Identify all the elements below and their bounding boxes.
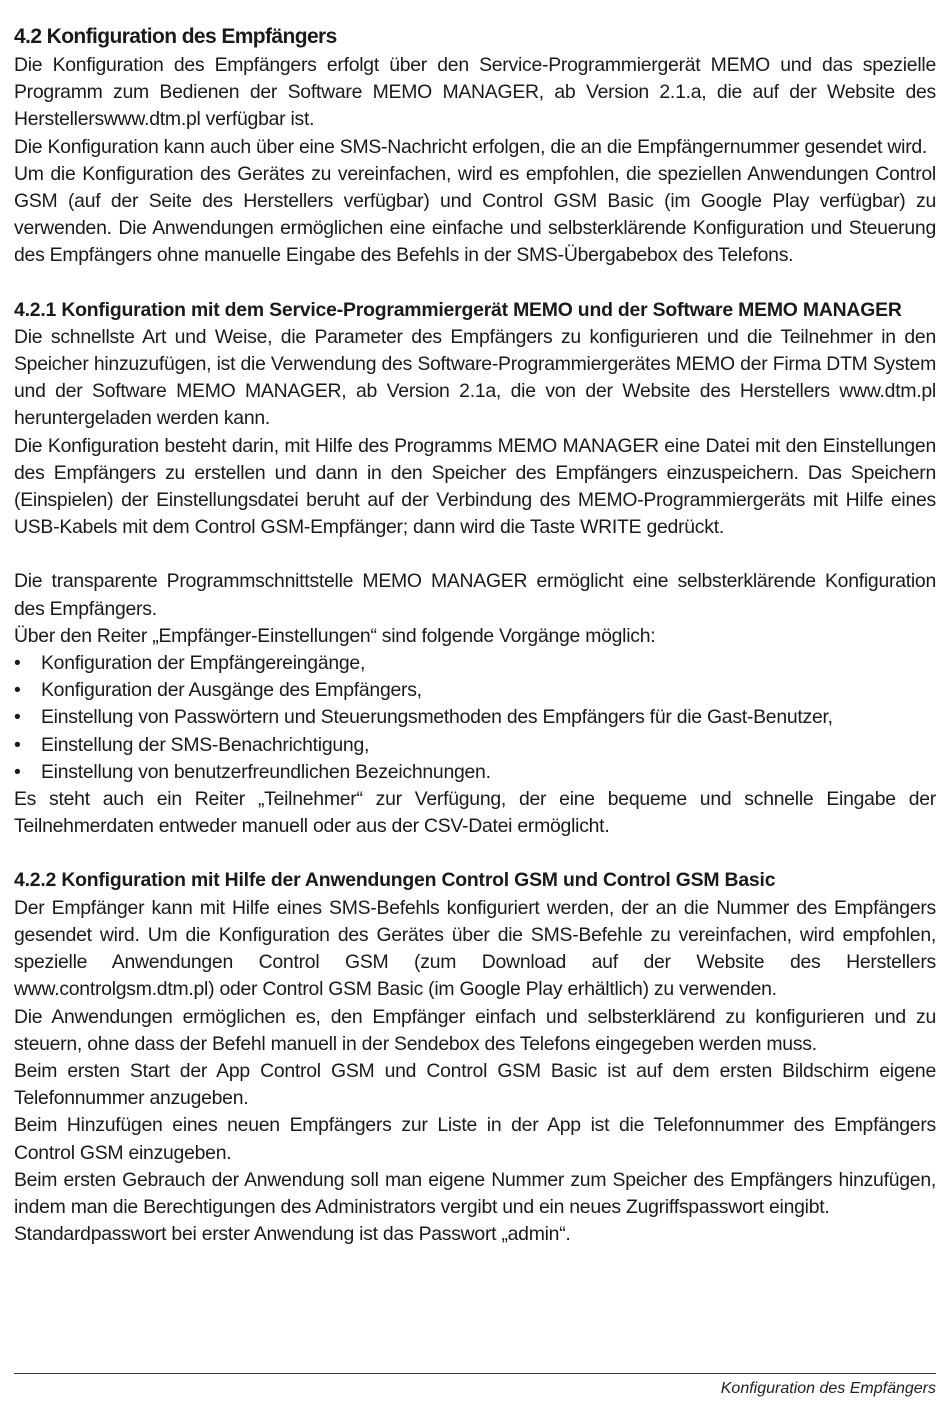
paragraph: Um die Konfiguration des Gerätes zu vereinfachen, wird es empfohlen, die speziellen Anwendungen Control GSM (auf der Seite des Herstellers verfügbar) und Control GSM Basic (im Google Play verfügbar) zu verwenden. Die Anwendungen ermöglichen eine einfache und selbsterklärende Konfiguration und Steuerung des Empfängers ohne manuelle Eingabe des Befehls in der SMS-Übergabebox des Telefons. bbox=[14, 162, 936, 267]
list-item-text: Einstellung von benutzerfreundlichen Bezeichnungen. bbox=[41, 760, 491, 783]
bullet-icon: • bbox=[14, 733, 21, 756]
list-item-text: Einstellung der SMS-Benachrichtigung, bbox=[41, 733, 370, 756]
paragraph: Standardpasswort bei erster Anwendung ist das Passwort „admin“. bbox=[14, 1223, 571, 1246]
section-heading-4-2-1: 4.2.1 Konfiguration mit dem Service-Programmiergerät MEMO und der Software MEMO MANAGER bbox=[14, 298, 902, 321]
bullet-icon: • bbox=[14, 706, 21, 729]
paragraph: Die Konfiguration besteht darin, mit Hilfe des Programms MEMO MANAGER eine Datei mit den Einstellungen des Empfängers zu erstellen und dann in den Speicher des Empfängers einzuspeichern. Das Speichern (Einspielen) der Einstellungsdatei beruht auf der Verbindung des MEMO-Programmiergeräts mit Hilfe eines USB-Kabels mit dem Control GSM-Empfänger; dann wird die Taste WRITE gedrückt. bbox=[14, 434, 936, 539]
spacer bbox=[14, 270, 936, 297]
list-item bbox=[14, 704, 936, 731]
paragraph: Die transparente Programmschnittstelle MEMO MANAGER ermöglicht eine selbsterklärende Konfiguration des Empfängers. bbox=[14, 570, 936, 620]
paragraph: Die Anwendungen ermöglichen es, den Empfänger einfach und selbsterklärend zu konfigurieren und zu steuern, ohne dass der Befehl manuell in der Sendebox des Telefons eingegeben werden muss. bbox=[14, 1005, 936, 1055]
spacer bbox=[14, 840, 936, 867]
document-page bbox=[14, 22, 936, 1248]
running-footer-title: Konfiguration des Empfängers bbox=[720, 1380, 936, 1397]
paragraph: Beim ersten Gebrauch der Anwendung soll man eigene Nummer zum Speicher des Empfängers hinzufügen, indem man die Berechtigungen des Administrators vergibt und ein neues Zugriffspasswort eingibt. bbox=[14, 1168, 936, 1218]
bullet-icon: • bbox=[14, 760, 21, 783]
paragraph: Beim Hinzufügen eines neuen Empfängers zur Liste in der App ist die Telefonnummer des Empfängers Control GSM einzugeben. bbox=[14, 1114, 936, 1164]
paragraph: Über den Reiter „Empfänger-Einstellungen“ sind folgende Vorgänge möglich: bbox=[14, 624, 656, 647]
bullet-icon: • bbox=[14, 652, 21, 675]
section-heading-4-2: 4.2 Konfiguration des Empfängers bbox=[14, 25, 337, 48]
paragraph: Die schnellste Art und Weise, die Parameter des Empfängers zu konfigurieren und die Teilnehmer in den Speicher hinzuzufügen, ist die Verwendung des Software-Programmiergerätes MEMO der Firma DTM System und der Software MEMO MANAGER, ab Version 2.1a, die von der Website des Herstellers www.dtm.pl heruntergeladen werden kann. bbox=[14, 325, 936, 430]
list-item-text: Einstellung von Passwörtern und Steuerungsmethoden des Empfängers für die Gast-Benutzer, bbox=[41, 706, 833, 729]
list-item bbox=[14, 650, 936, 677]
list-item bbox=[14, 677, 936, 704]
paragraph: Die Konfiguration kann auch über eine SMS-Nachricht erfolgen, die an die Empfängernummer gesendet wird. bbox=[14, 135, 928, 158]
settings-bullet-list bbox=[14, 650, 936, 786]
paragraph: Die Konfiguration des Empfängers erfolgt über den Service-Programmiergerät MEMO und das spezielle Programm zum Bedienen der Software MEMO MANAGER, ab Version 2.1.a, die auf der Website des Herstellerswww.dtm.pl verfügbar ist. bbox=[14, 54, 936, 131]
list-item bbox=[14, 759, 936, 786]
spacer bbox=[14, 541, 936, 568]
paragraph: Es steht auch ein Reiter „Teilnehmer“ zur Verfügung, der eine bequeme und schnelle Eingabe der Teilnehmerdaten entweder manuell oder aus der CSV-Datei ermöglicht. bbox=[14, 788, 936, 838]
footer-divider bbox=[14, 1373, 936, 1374]
paragraph: Beim ersten Start der App Control GSM und Control GSM Basic ist auf dem ersten Bildschirm eigene Telefonnummer anzugeben. bbox=[14, 1059, 936, 1110]
section-heading-4-2-2: 4.2.2 Konfiguration mit Hilfe der Anwendungen Control GSM und Control GSM Basic bbox=[14, 869, 776, 892]
paragraph: Der Empfänger kann mit Hilfe eines SMS-Befehls konfiguriert werden, der an die Nummer des Empfängers gesendet wird. Um die Konfiguration des Gerätes über die SMS-Befehle zu vereinfachen, wird empfohlen, spezielle Anwendungen Control GSM (zum Download auf der Website des Herstellers www.controlgsm.dtm.pl) oder Control GSM Basic (im Google Play erhältlich) zu verwenden. bbox=[14, 896, 936, 1001]
list-item bbox=[14, 732, 936, 759]
list-item-text: Konfiguration der Ausgänge des Empfängers, bbox=[41, 679, 422, 702]
bullet-icon: • bbox=[14, 679, 21, 702]
list-item-text: Konfiguration der Empfängereingänge, bbox=[41, 652, 366, 675]
